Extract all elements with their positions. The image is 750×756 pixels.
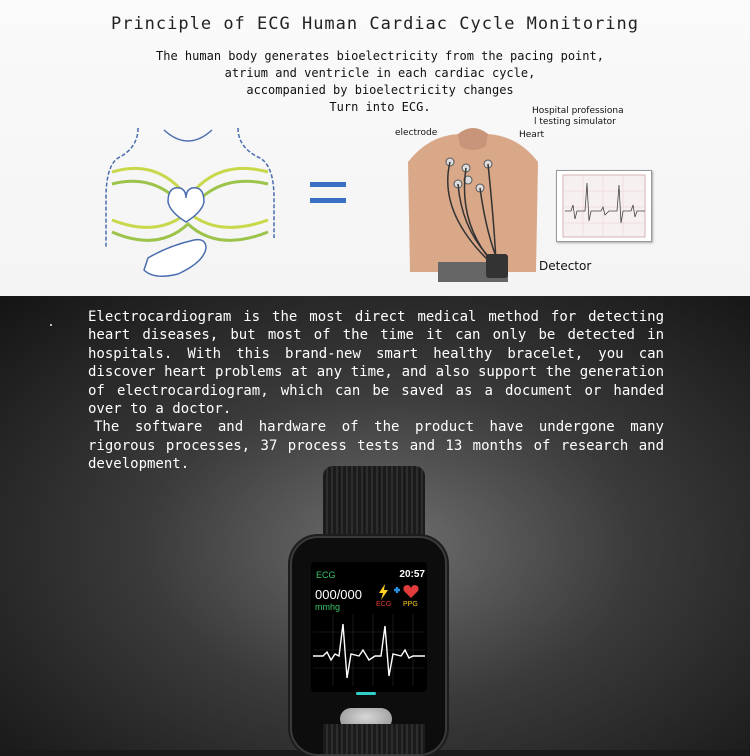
- plus-icon: [394, 587, 400, 593]
- intro-line: accompanied by bioelectricity changes: [246, 83, 514, 97]
- description-text: [88, 308, 664, 474]
- description-paragraph-1: Electrocardiogram is the most direct medical method for detecting heart diseases, but most of the time it can only be detected in hospitals. With this brand-new smart healthy bracelet, you can discover heart problems at any time, and also support the generation of electrocardiogram, which can be saved as a document or handed over to a doctor.: [88, 309, 664, 418]
- principle-panel: [0, 0, 750, 296]
- description-panel: [0, 296, 750, 750]
- label-hospital-line1: Hospital professiona: [532, 106, 624, 116]
- label-hospital-line2: l testing simulator: [534, 117, 616, 127]
- lightning-icon: [379, 584, 388, 600]
- heart-sketch-icon: [168, 188, 204, 222]
- screen-blood-pressure: 000/000: [315, 587, 362, 602]
- description-paragraph-2: The software and hardware of the product have undergone many rigorous processes, 37 process tests and 13 months of research and development.: [88, 419, 664, 473]
- hospital-ecg-printout: [556, 170, 652, 242]
- body-sketch-illustration: [98, 128, 282, 288]
- decorative-dot: [50, 324, 52, 326]
- watch-strap-top: [323, 466, 425, 542]
- intro-line: Turn into ECG.: [329, 100, 431, 114]
- screen-mode-label: ECG: [316, 570, 336, 580]
- screen-time: 20:57: [399, 569, 425, 580]
- label-electrode: electrode: [395, 128, 438, 138]
- label-heart: Heart: [519, 130, 545, 140]
- panel-title: Principle of ECG Human Cardiac Cycle Monitoring: [110, 14, 640, 34]
- screen-ecg-label: ECG: [376, 601, 392, 608]
- intro-line: The human body generates bioelectricity from the pacing point,: [156, 49, 604, 63]
- equals-sign: [310, 182, 346, 212]
- screen-status-icons: [377, 584, 421, 600]
- torso-electrode-illustration: [398, 122, 548, 282]
- screen-unit: mmhg: [315, 602, 341, 612]
- watch-screen: [311, 562, 427, 692]
- label-detector: Detector: [539, 259, 592, 273]
- intro-line: atrium and ventricle in each cardiac cycle,: [224, 66, 536, 80]
- heart-icon: [403, 585, 418, 598]
- watch-indicator-light: [356, 692, 376, 695]
- ecg-waveform: [313, 614, 425, 686]
- screen-ppg-label: PPG: [403, 601, 418, 608]
